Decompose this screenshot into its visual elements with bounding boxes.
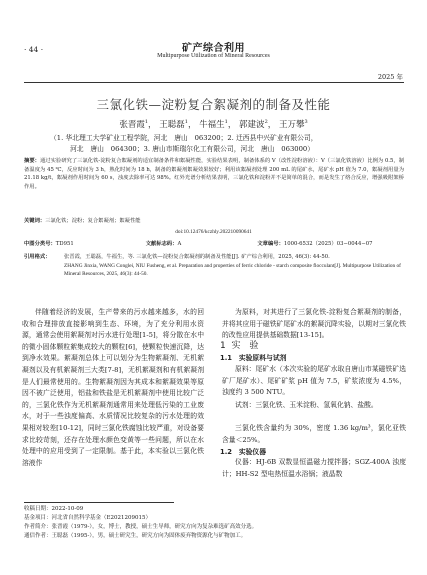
author-sup: 1 bbox=[224, 119, 228, 126]
section-heading bbox=[220, 338, 258, 351]
author-list: 张晋霞$^1$， 王聪磊$^1$， 牛福生$^1$， 郭建波$^2$， 王万攀$^3$ bbox=[119, 119, 308, 130]
article-title: 三氯化铁—淀粉复合絮凝剂的制备及性能 bbox=[96, 97, 331, 112]
cite-en: ZHANG Jinxia, WANG Conglei, NIU Fusheng, et al. Preparation and properties of ferric chloride - starch composite flocculant[J]. Multipurpose Utilization of Mineral Resources, 2025, 46(3): 44-50. bbox=[64, 262, 401, 278]
cite-label: 引用格式： bbox=[24, 254, 51, 260]
intro-paragraph: 伴随着经济的发展，生产带来的污水越来越多，水的回收和合理排放直接影响到生态、环境，为了充分利用水资源，通常会使用絮凝剂对污水进行处理[1-5]，将分散在水中的微小固体颗粒絮集成较大的颗粒[6]，使颗粒快速沉降，达到净水效果。絮凝剂总体上可以划分为生物絮凝剂、无机絮凝剂以及有机絮凝剂三大类[7-8]，无机絮凝剂和有机絮凝剂是人们最常使用的。生物絮凝剂因为其成本和絮凝效果等原因不被广泛使用，铝盐和铁盐是无机絮凝剂中使用比较广泛的，三氯化铁作为无机絮凝剂通常用来处理低污染的工业废水，对于一些浊度偏高、水质情况比较复杂的污水处理的效果相对较差[10-12]，同时三氯化铁腐蚀比较严重，对设备要求比较苛刻，还存在处理水颜色变黄等一些问题，所以在水处理中的应用受到了一定限制。基于此，本实验以三氯化铁溶液作 bbox=[22, 308, 204, 467]
doc-code-label: 文献标志码： bbox=[145, 241, 178, 247]
clc-label: 中图分类号： bbox=[24, 241, 56, 247]
ferric-chloride-spec: 三氯化铁含量约为 30%，密度 1.36 kg/m³，氯化亚铁含量＜25%。 bbox=[222, 424, 406, 444]
journal-subtitle: Multipurpose Utilization of Mineral Resources bbox=[157, 53, 270, 59]
abstract-label: 摘要： bbox=[24, 158, 40, 164]
instruments-paragraph: 仪器：HJ-6B 双数显恒温磁力搅拌器；SGZ-400A 浊度计；HH-S2 型电热恒温水浴锅；液晶数 bbox=[222, 458, 406, 478]
doc-code-value: A bbox=[177, 241, 182, 247]
author-name: 王聪磊 bbox=[159, 120, 185, 130]
author-name: 张晋霞 bbox=[119, 120, 145, 130]
reagents-paragraph: 试剂：三氯化铁、玉米淀粉、氢氧化钠、盐酸。 bbox=[235, 401, 378, 409]
intro-paragraph-continued: 为原料，对其进行了三氯化铁-淀粉复合絮凝剂的制备，并将其应用于磁铁矿尾矿水的絮凝沉降实验，以期对三氯化铁的改性应用提供基础数据[13-15]。 bbox=[222, 308, 406, 340]
issn-label: 文章编号： bbox=[257, 241, 284, 247]
author-sup: 3 bbox=[304, 119, 308, 126]
keywords bbox=[24, 216, 404, 224]
author-sup: 1 bbox=[144, 119, 149, 126]
section-title: 实 验 bbox=[231, 341, 259, 351]
footnote bbox=[24, 505, 404, 541]
header-rule bbox=[24, 82, 404, 83]
abstract-text: 通过实验研究了三氯化铁-淀粉复合絮凝剂的适宜制备条件和絮凝性能，实验结果表明，制备体系的 V（改性淀粉溶液）：V（三氯化铁溶液）比例为 0.5，制备温度为 45 ℃，反应时间为 3 h，熟化时间为 18 h，制备的絮凝剂絮凝效果较好；利用该絮凝剂处理 200 mL 的尾矿水，尾矿水 pH 值为 7.0，絮凝剂用量为 21.18 kg/t，絮凝剂作用时间为 60 s，浊度去除率可达 98%。红外光谱分析结果表明，三氯化铁和淀粉并不是简单的混合，而是发生了络合反应，增强吸附架桥作用。 bbox=[24, 158, 404, 190]
page-number: · 44 · bbox=[24, 45, 44, 54]
issn-value: 1000-6532（2025）03−0044−07 bbox=[283, 241, 373, 247]
author-name: 牛福生 bbox=[199, 120, 225, 130]
received-date: 收稿日期：2022-10-09 bbox=[24, 506, 84, 512]
subsection-heading-instruments: 1.2 实验仪器 bbox=[220, 448, 267, 456]
author-bio: 作者简介：张晋霞（1979-），女，博士，教授，硕士生导师，研究方向为复杂难选矿高效分选。 bbox=[24, 524, 258, 530]
citation-block bbox=[24, 253, 404, 279]
footnote-rule bbox=[24, 502, 174, 503]
keywords-text: 三氯化铁；淀粉；复合絮凝剂；絮凝性能 bbox=[45, 218, 141, 224]
classification-line bbox=[24, 239, 404, 247]
cite-cn: 张晋霞，王聪磊，牛福生，等. 三氯化铁—淀粉复合絮凝剂的制备及性能[J]. 矿产综合利用，2025, 46(3): 44-50. bbox=[64, 254, 330, 260]
section-number: 1 bbox=[220, 341, 226, 351]
affiliation-line-1: （1. 华北理工大学矿业工程学院，河北 唐山 063200；2. 迁西县中兴矿业有限公司， bbox=[50, 134, 318, 142]
author-name: 王万攀 bbox=[278, 120, 305, 130]
abstract bbox=[24, 157, 404, 191]
author-name: 郭建波 bbox=[239, 120, 265, 130]
corresponding-author: 通信作者：王聪磊（1995-），男，硕士研究生，研究方向为固体废弃物资源化与矿物加工。 bbox=[24, 533, 247, 539]
journal-year: 2025 年 bbox=[377, 73, 403, 81]
author-sup: 2 bbox=[264, 119, 268, 126]
doi: doi:10.12476/kczhly.202210090641 bbox=[175, 229, 252, 235]
fund-project: 基金项目：河北省自然科学基金（E2021209015） bbox=[24, 515, 152, 521]
journal-title: 矿产综合利用 bbox=[182, 43, 245, 54]
materials-paragraph: 原料：尾矿水（本次实验的尾矿水取自唐山市某磁铁矿选矿厂尾矿水）、尾矿矿浆 pH 值为 7.5，矿浆浓度为 4.5%，浊度约 3 500 NTU。 bbox=[222, 365, 406, 397]
clc-value: TD951 bbox=[55, 241, 74, 247]
affiliation-line-2: 河北 唐山 064300；3. 唐山市斯瑞尔化工有限公司，河北 唐山 063000） bbox=[70, 145, 315, 153]
subsection-heading-materials: 1.1 实验原料与试剂 bbox=[220, 354, 287, 362]
keywords-label: 关键词： bbox=[24, 218, 46, 224]
author-sup: 1 bbox=[184, 119, 188, 126]
